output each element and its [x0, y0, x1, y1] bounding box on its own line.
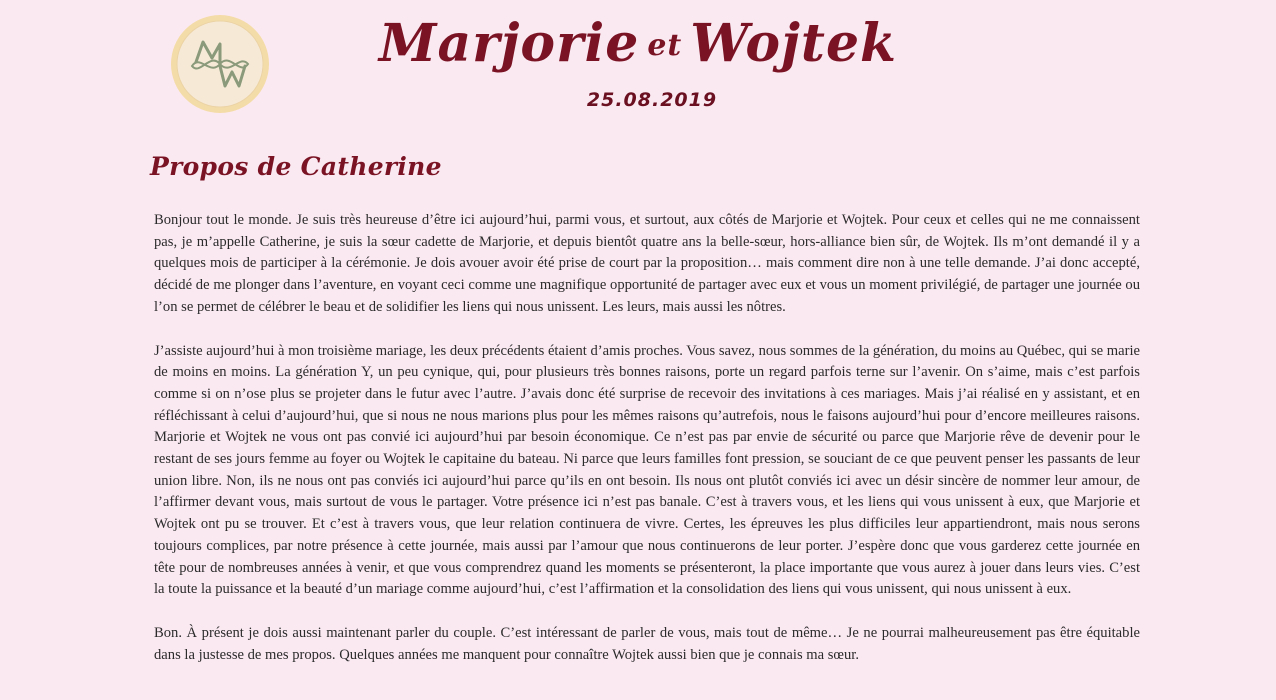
section-title: Propos de Catherine — [150, 152, 442, 181]
name-two: Wojtek — [690, 13, 898, 74]
paragraph-3: Bon. À présent je dois aussi maintenant parler du couple. C’est intéressant de parler de vous, mais tout de même… Je ne pourrai malheureusement pas être équitable dans la justesse de mes propos. Quelques années me manquent pour connaître Wojtek aussi bien que je connais ma sœur. — [154, 624, 1140, 663]
couple-names-title — [0, 4, 1276, 86]
names-joiner: et — [647, 28, 683, 63]
wedding-date: 25.08.2019 — [586, 89, 718, 111]
paragraph-2: J’assiste aujourd’hui à mon troisième mariage, les deux précédents étaient d’amis proches. Vous savez, nous sommes de la génération, du moins au Québec, qui se marie de moins en moins. La génération Y, un peu cynique, qui, pour plusieurs très bonnes raisons, porte un regard parfois terne sur l’avenir. On s’aime, mais c’est parfois comme si on n’ose plus se projeter dans le futur avec l’autre. J’avais donc été surprise de recevoir des invitations à ces mariages. Mais j’ai réalisé en y assistant, et en réfléchissant à celui d’aujourd’hui, que si nous ne nous marions plus pour les mêmes raisons qu’autrefois, nous le faisons aujourd’hui pour d’encore meilleures raisons. Marjorie et Wojtek ne vous ont pas convié ici aujourd’hui par besoin économique. Ce n’est pas par envie de sécurité ou parce que Marjorie rêve de devenir pour le restant de ses jours femme au foyer ou Wojtek le capitaine du bateau. Ni parce que leurs familles font pression, se souciant de ce que peuvent penser les passants de leur union libre. Non, ils ne nous ont pas conviés ici aujourd’hui parce qu’ils en ont besoin. Ils nous ont plutôt conviés ici avec un désir sincère de nommer leur amour, de l’affirmer devant vous, mais surtout de vous le partager. Votre présence ici n’est pas banale. C’est à travers vous, et les liens qui vous unissent à eux, que Marjorie et Wojtek ont pu se trouver. Et c’est à travers vous, que leur relation continuera de vivre. Certes, les épreuves les plus difficiles leur appartiendront, mais nous serons toujours complices, par notre présence à cette journée, mais aussi par l’amour que nous continuerons de leur porter. J’espère donc que vous garderez cette journée en tête pour de nombreuses années à venir, et que vous comprendrez quand les moments se présenteront, la place importante que vous aurez à jouer dans leurs vies. C’est la toute la puissance et la beauté d’un mariage comme aujourd’hui, c’est l’affirmation et la consolidation des liens qui vous unissent, qui nous unissent à eux. — [154, 342, 1140, 598]
paragraph-1: Bonjour tout le monde. Je suis très heureuse d’être ici aujourd’hui, parmi vous, et surtout, aux côtés de Marjorie et Wojtek. Pour ceux et celles qui ne me connaissent pas, je m’appelle Catherine, je suis la sœur cadette de Marjorie, et depuis bientôt quatre ans la belle-sœur, hors-alliance bien sûr, de Wojtek. Ils m’ont demandé il y a quelques mois de participer à la cérémonie. Je dois avouer avoir été prise de court par la proposition… mais comment dire non à une telle demande. J’ai donc accepté, décidé de me plonger dans l’aventure, en voyant ceci comme une magnifique opportunité de partager avec eux et vous un moment privilégié, de partager une journée ou l’on se permet de célébrer le beau et de solidifier les liens qui nous unissent. Les leurs, mais aussi les nôtres. — [154, 212, 1140, 315]
speech-body — [154, 210, 1140, 688]
name-one: Marjorie — [378, 13, 640, 74]
